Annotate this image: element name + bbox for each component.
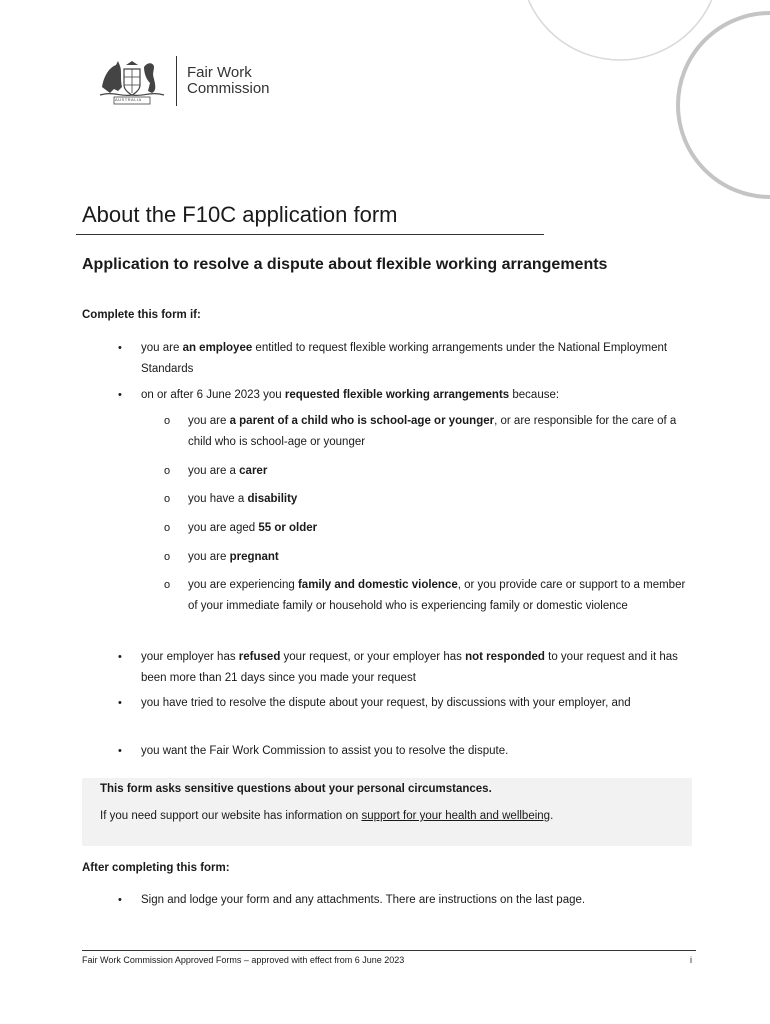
emphasis-text: not responded: [465, 651, 545, 663]
bullet-marker: •: [118, 894, 122, 906]
sub-bullet-marker: o: [164, 579, 171, 591]
sub-bullet-text: [188, 547, 698, 568]
bullet-marker: •: [118, 389, 122, 401]
emphasis-text: requested flexible working arrangements: [284, 389, 510, 401]
emphasis-text: pregnant: [229, 551, 279, 563]
emphasis-text: 55 or older: [258, 522, 318, 534]
sensitive-info-callout: [82, 778, 692, 846]
text-run: you are: [188, 551, 230, 563]
sub-bullet-text: [188, 411, 698, 453]
logo-divider: [176, 56, 177, 106]
text-run: your employer has: [141, 651, 239, 663]
text-run: because:: [509, 389, 560, 401]
health-wellbeing-link[interactable]: support for your health and wellbeing: [361, 810, 551, 822]
callout-text: [100, 810, 553, 822]
title-underline: [76, 234, 544, 235]
text-run: you have tried to resolve the dispute about your request, by discussions with your employer, and: [141, 697, 631, 709]
sub-bullet-marker: o: [164, 551, 171, 563]
decorative-circles: [0, 0, 770, 230]
sub-bullet-marker: o: [164, 465, 171, 477]
emphasis-text: refused: [238, 651, 281, 663]
org-name-line1: Fair Work: [187, 64, 252, 81]
text-run: you have a: [188, 493, 248, 505]
text-run: you are: [188, 415, 230, 427]
after-completing-label: After completing this form:: [82, 862, 230, 874]
emphasis-text: an employee: [182, 342, 253, 354]
text-run: you want the Fair Work Commission to assist you to resolve the dispute.: [141, 745, 509, 757]
bullet-text: [141, 693, 690, 714]
sub-bullet-text: [188, 489, 698, 510]
text-run: you are a: [188, 465, 240, 477]
bullet-marker: •: [118, 342, 122, 354]
emphasis-text: carer: [239, 465, 268, 477]
sub-bullet-text: [188, 575, 698, 617]
text-run: to your request and it has been more than 21 days since you made your request: [141, 651, 678, 684]
text-run: on or after 6 June 2023 you: [141, 389, 285, 401]
sub-bullet-marker: o: [164, 522, 171, 534]
sub-bullet-text: [188, 518, 698, 539]
callout-text-before: If you need support our website has information on: [100, 810, 362, 822]
sub-bullet-marker: o: [164, 415, 171, 427]
form-subtitle: Application to resolve a dispute about flexible working arrangements: [82, 256, 608, 273]
crest-caption: AUSTRALIA: [115, 97, 142, 102]
emphasis-text: family and domestic violence: [297, 579, 458, 591]
bullet-marker: •: [118, 745, 122, 757]
bullet-text: [141, 385, 690, 406]
bullet-text: [141, 741, 690, 762]
bullet-marker: •: [118, 651, 122, 663]
complete-form-label: Complete this form if:: [82, 309, 201, 321]
text-run: you are aged: [188, 522, 259, 534]
callout-text-after: .: [550, 810, 554, 822]
text-run: , or are responsible for the care of a child who is school-age or younger: [188, 415, 677, 448]
text-run: your request, or your employer has: [280, 651, 466, 663]
footer-rule: [82, 950, 696, 951]
bullet-text: [141, 647, 690, 689]
organisation-name: [187, 65, 270, 97]
sub-bullet-text: [188, 461, 698, 482]
bullet-marker: •: [118, 697, 122, 709]
emphasis-text: disability: [247, 493, 298, 505]
emphasis-text: a parent of a child who is school-age or younger: [229, 415, 495, 427]
page-number: i: [690, 955, 692, 965]
bullet-text: [141, 338, 690, 380]
callout-heading: This form asks sensitive questions about your personal circumstances.: [100, 783, 492, 795]
text-run: Sign and lodge your form and any attachments. There are instructions on the last page.: [141, 894, 586, 906]
org-name-line2: Commission: [187, 80, 270, 97]
bullet-text: [141, 890, 690, 911]
page-title: About the F10C application form: [82, 202, 398, 227]
footer-text: Fair Work Commission Approved Forms – approved with effect from 6 June 2023: [82, 955, 405, 965]
text-run: entitled to request flexible working arrangements under the National Employment Standards: [141, 342, 668, 375]
sub-bullet-marker: o: [164, 493, 171, 505]
text-run: you are experiencing: [188, 579, 298, 591]
text-run: , or you provide care or support to a member of your immediate family or household who is experiencing family or domestic violence: [188, 579, 686, 612]
text-run: you are: [141, 342, 183, 354]
